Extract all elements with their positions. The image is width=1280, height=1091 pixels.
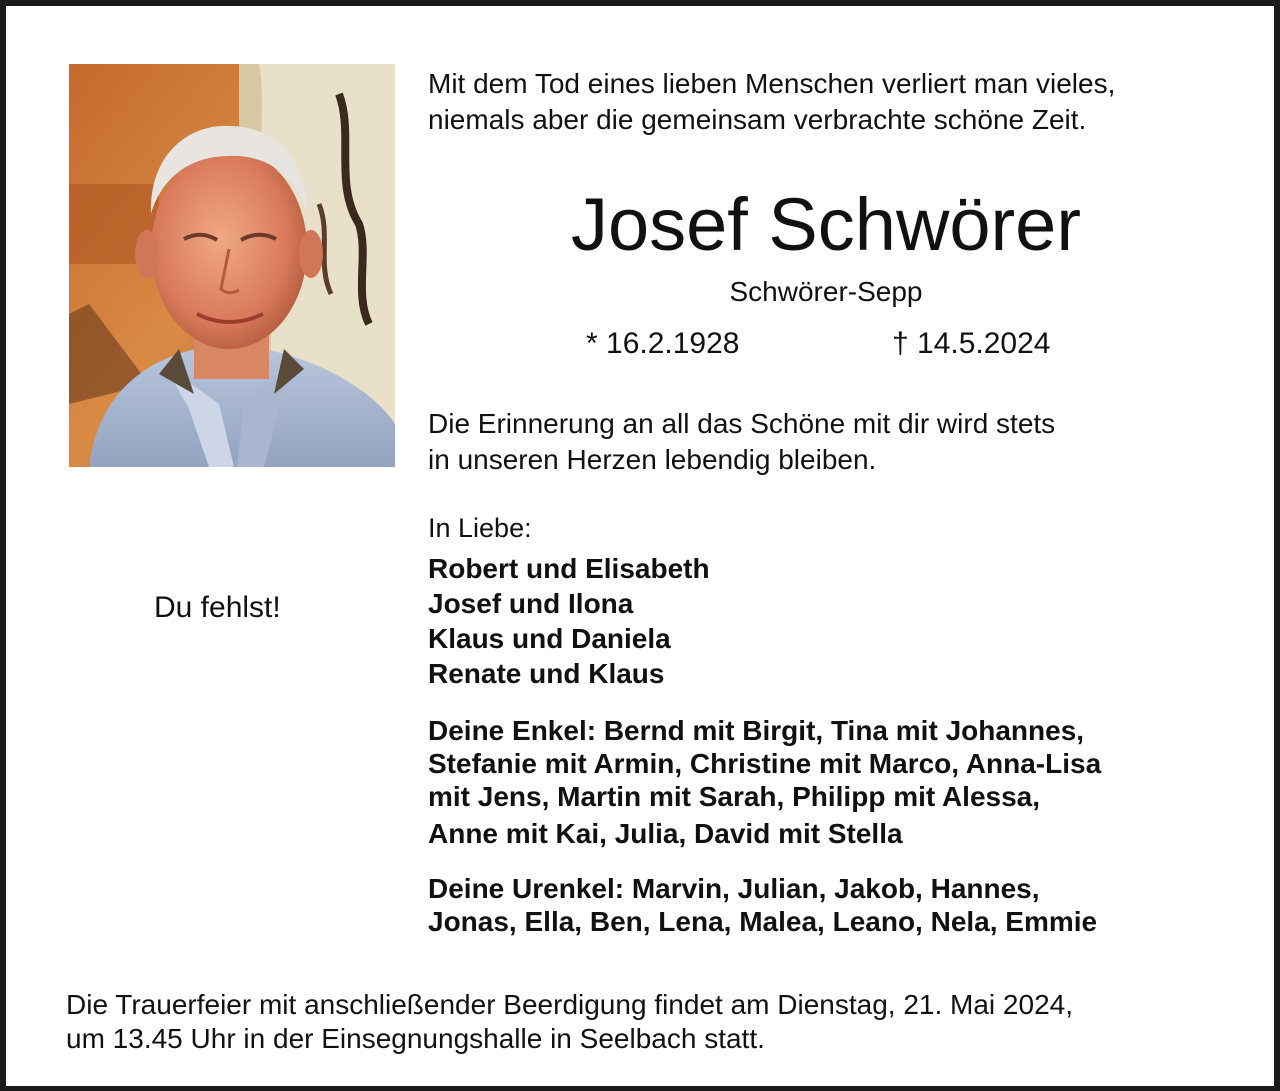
memory-text bbox=[428, 406, 1248, 478]
family-member: Klaus und Daniela bbox=[428, 623, 671, 654]
grandchildren-line: Deine Enkel: Bernd mit Birgit, Tina mit Johannes, bbox=[428, 715, 1085, 746]
family-member: Josef und Ilona bbox=[428, 588, 634, 619]
opening-quote bbox=[428, 66, 1248, 138]
deceased-name: Josef Schwörer bbox=[571, 183, 1081, 266]
memory-line-1: Die Erinnerung an all das Schöne mit dir wird stets bbox=[428, 408, 1056, 439]
great-grandchildren-line: Jonas, Ella, Ben, Lena, Malea, Leano, Nela, Emmie bbox=[428, 906, 1098, 937]
birth-date: * 16.2.1928 bbox=[586, 327, 740, 360]
family-member: Robert und Elisabeth bbox=[428, 553, 710, 584]
funeral-service-notice bbox=[66, 988, 1246, 1056]
family-member: Renate und Klaus bbox=[428, 658, 665, 689]
missed-text: Du fehlst! bbox=[154, 591, 281, 624]
deceased-nickname: Schwörer-Sepp bbox=[729, 276, 923, 307]
portrait-photo bbox=[69, 64, 395, 467]
death-date: † 14.5.2024 bbox=[892, 327, 1051, 360]
service-line-2: um 13.45 Uhr in der Einsegnungshalle in Seelbach statt. bbox=[66, 1023, 765, 1054]
quote-line-1: Mit dem Tod eines lieben Menschen verliert man vieles, bbox=[428, 68, 1116, 99]
memory-line-2: in unseren Herzen lebendig bleiben. bbox=[428, 444, 877, 475]
service-line-1: Die Trauerfeier mit anschließender Beerdigung findet am Dienstag, 21. Mai 2024, bbox=[66, 989, 1073, 1020]
great-grandchildren-list bbox=[428, 872, 1228, 938]
grandchildren-line: mit Jens, Martin mit Sarah, Philipp mit Alessa, bbox=[428, 781, 1041, 812]
great-grandchildren-line: Deine Urenkel: Marvin, Julian, Jakob, Hannes, bbox=[428, 873, 1040, 904]
grandchildren-line: Anne mit Kai, Julia, David mit Stella bbox=[428, 818, 903, 849]
grandchildren-line: Stefanie mit Armin, Christine mit Marco, Anna-Lisa bbox=[428, 748, 1102, 779]
love-label: In Liebe: bbox=[428, 513, 532, 543]
quote-line-2: niemals aber die gemeinsam verbrachte schöne Zeit. bbox=[428, 104, 1087, 135]
grandchildren-list bbox=[428, 714, 1228, 850]
family-list bbox=[428, 551, 710, 691]
